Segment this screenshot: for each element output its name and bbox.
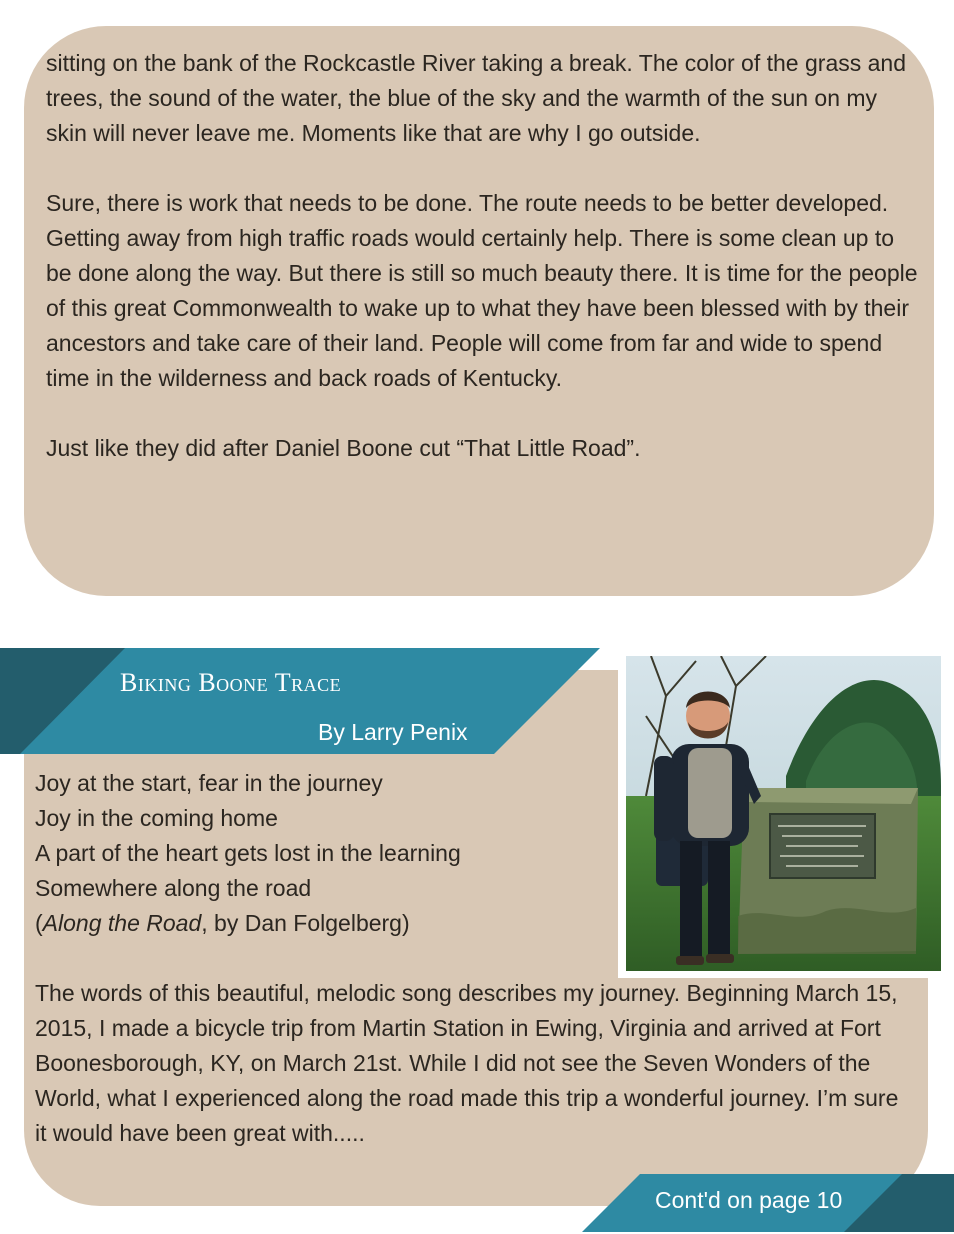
article-title: Biking Boone Trace bbox=[120, 668, 342, 697]
paragraph-2: Sure, there is work that needs to be done. The route needs to be better developed. Getting away from high traffic roads would certainly help. There is some clean up to be done along the way. But there is still so much beauty there. It is time for the people of this great Commonwealth to wake up to what they have been blessed with by their ancestors and take care of their land. People will come from far and wide to spend time in the wilderness and back roads of Kentucky. bbox=[46, 190, 918, 391]
article-body: The words of this beautiful, melodic song describes my journey. Beginning March 15, 2015, I made a bicycle trip from Martin Station in Ewing, Virginia and arrived at Fort Boonesborough, KY, on March 21st. While I did not see the Seven Wonders of the World, what I experienced along the road made this trip a wonderful journey. I’m sure it would have been great with..... bbox=[35, 980, 899, 1146]
stone-monument bbox=[738, 788, 918, 954]
paragraph-3: Just like they did after Daniel Boone cut “That Little Road”. bbox=[46, 435, 641, 461]
citation-rest: , by Dan Folgelberg) bbox=[201, 910, 410, 936]
lyric-line: A part of the heart gets lost in the learning bbox=[35, 840, 461, 866]
top-text-panel bbox=[24, 26, 934, 596]
citation-open: ( bbox=[35, 910, 43, 936]
paragraph-1: sitting on the bank of the Rockcastle River taking a break. The color of the grass and trees, the sound of the water, the blue of the sky and the warmth of the sun on my skin will never leave me. Moments like that are why I go outside. bbox=[46, 50, 906, 146]
author-photo bbox=[626, 656, 941, 971]
song-title: Along the Road bbox=[42, 910, 202, 936]
song-citation bbox=[35, 906, 595, 941]
song-lyrics bbox=[35, 766, 595, 941]
title-banner bbox=[0, 648, 600, 754]
top-article-text bbox=[46, 46, 921, 501]
lyric-line: Joy at the start, fear in the journey bbox=[35, 770, 383, 796]
continued-link[interactable]: Cont'd on page 10 bbox=[655, 1187, 843, 1213]
lyric-line: Somewhere along the road bbox=[35, 875, 312, 901]
lyric-line: Joy in the coming home bbox=[35, 805, 278, 831]
byline: By Larry Penix bbox=[318, 719, 468, 745]
